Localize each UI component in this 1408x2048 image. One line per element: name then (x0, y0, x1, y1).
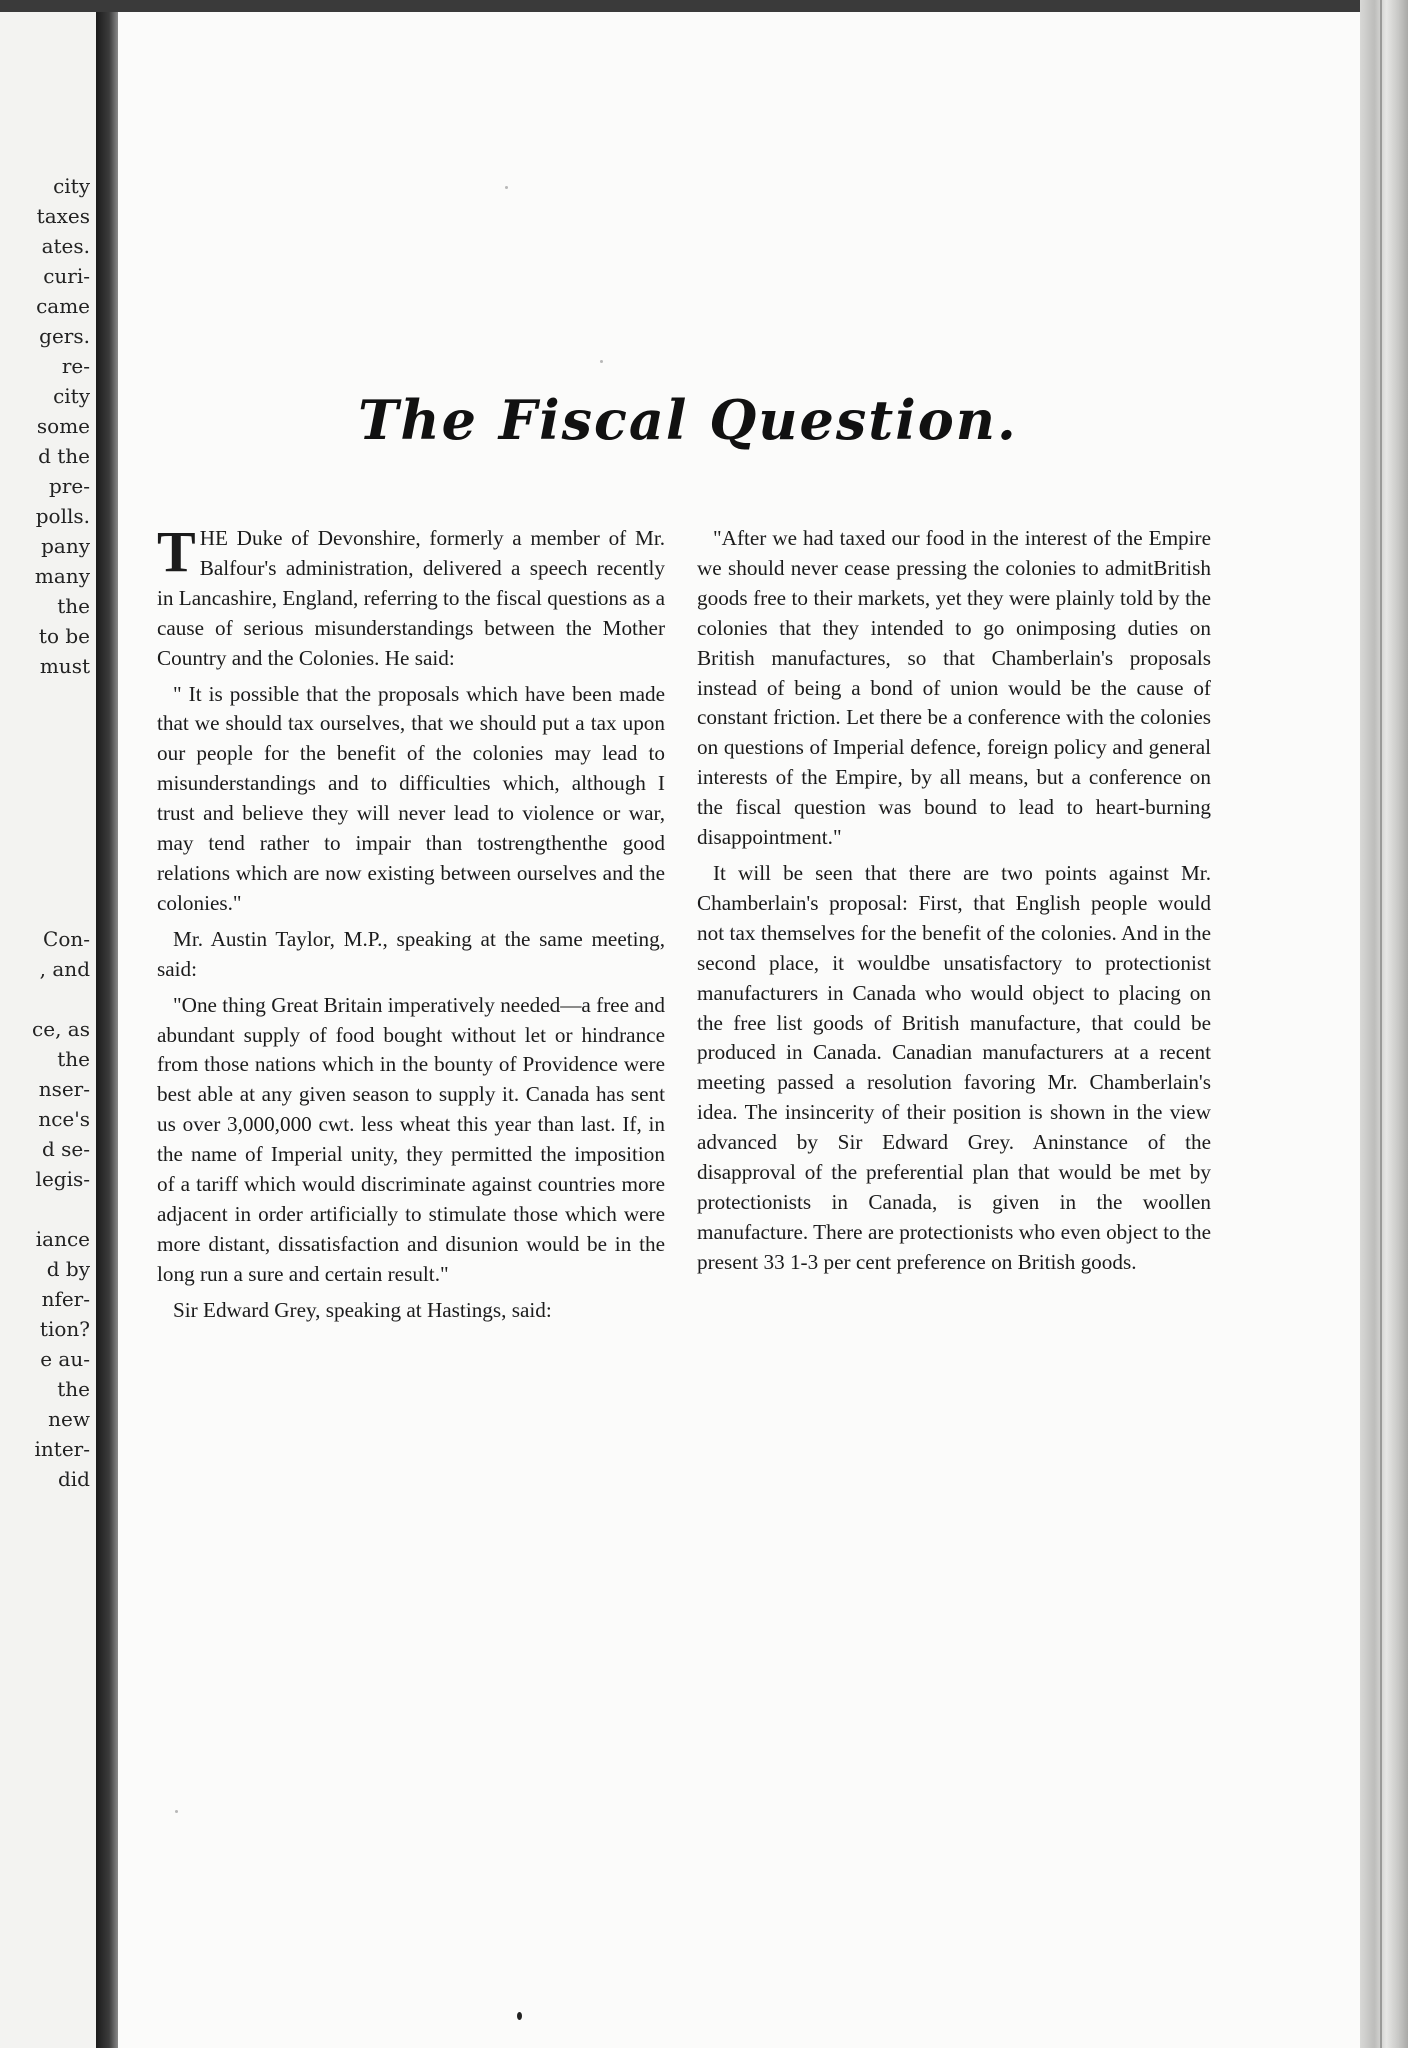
facing-page-fragment-line: nfer- (41, 1287, 90, 1311)
paragraph-intro (157, 519, 665, 674)
paragraph-grey-intro: Sir Edward Grey, speaking at Hastings, said: (173, 1297, 552, 1322)
facing-page-fragment-line: inter- (34, 1437, 90, 1461)
facing-page-fragment-line: nser- (38, 1077, 90, 1101)
facing-page-fragment-line: to be (38, 624, 90, 648)
facing-page-fragment-line: did (57, 1467, 90, 1491)
facing-page-fragment-line: legis- (35, 1167, 90, 1191)
paragraph-conclusion: It will be seen that there are two points against Mr. Chamberlain's proposal: First, that English people would not tax themselves for the benefit of the colonies. And in the second place, it wouldbe unsatisfactory to protectionist manufacturers in Canada who would object to placing on the free list goods of British manufacture, that could be produced in Canada. Canadian manufacturers at a recent meeting passed a resolution favoring Mr. Chamberlain's idea. The insincerity of their position is shown in the view advanced by Sir Edward Grey. Aninstance of the disapproval of the preferential plan that would be met by protectionists in Canada, is given in the woollen manufacture. There are protectionists who even object to the present 33 1-3 per cent preference on British goods. (697, 860, 1211, 1274)
top-scan-edge (0, 0, 1408, 12)
facing-page-fragment-line: came (36, 294, 90, 318)
paper-speck (600, 360, 603, 363)
facing-page-fragment-line: the (57, 594, 90, 618)
facing-page-fragment-line: city (53, 384, 90, 408)
article-title: The Fiscal Question. (358, 388, 1018, 452)
paper-speck (175, 1810, 178, 1813)
page-stack-edge (1360, 0, 1408, 2048)
facing-page-fragment-line: d the (38, 444, 90, 468)
paragraph-devonshire-quote: " It is possible that the proposals which have been made that we should tax ourselves, that we should put a tax upon our people for the benefit of the colonies may lead to misunderstandings and to difficulties which, although I trust and believe they will never lead to violence or war, may tend rather to impair than tostrengthenthe good relations which are now existing between ourselves and the colonies." (157, 681, 665, 915)
facing-page-fragment-line: gers. (39, 324, 90, 348)
paper-blot (517, 2012, 522, 2020)
facing-page-fragment-line: nce's (38, 1107, 90, 1131)
facing-page-fragment-line: re- (61, 354, 90, 378)
facing-page-fragment-line: pre- (49, 474, 90, 498)
paragraph-intro-text: HE Duke of Devonshire, formerly a member of Mr. Balfour's administration, delivered a speech recently in Lancashire, England, referring to the fiscal questions as a cause of serious misunderstandings between the Mother Country and the Colonies. He said: (157, 526, 665, 670)
facing-page-fragment-line: ce, as (32, 1017, 90, 1041)
facing-page-fragment-line: taxes (36, 204, 90, 228)
facing-page-fragment-line: polls. (35, 504, 90, 528)
facing-page-fragment-line: new (48, 1407, 90, 1431)
facing-page-fragment-line: iance (35, 1227, 90, 1251)
paragraph-grey-quote: "After we had taxed our food in the interest of the Empire we should never cease pressing the colonies to admitBritish goods free to their markets, yet they were plainly told by the colonies that they intended to go onimposing duties on British manufactures, so that Chamberlain's proposals instead of being a bond of union would be the cause of constant friction. Let there be a conference with the colonies on questions of Imperial defence, foreign policy and general interests of the Empire, by all means, but a conference on the fiscal question was bound to lead to heart-burning disappointment." (697, 526, 1211, 850)
facing-page-fragment-line: d by (46, 1257, 90, 1281)
drop-cap: T (157, 519, 196, 584)
paper-speck (505, 186, 508, 189)
facing-page-fragment-line: d se- (41, 1137, 90, 1161)
article-left-column (157, 519, 665, 1332)
facing-page-fragment-line: pany (41, 534, 90, 558)
paragraph-taylor-quote: "One thing Great Britain imperatively needed—a free and abundant supply of food bought without let or hindrance from those nations which in the bounty of Providence were best able at any given season to supply it. Canada has sent us over 3,000,000 cwt. less wheat this year than last. If, in the name of Imperial unity, they permitted the imposition of a tariff which would discriminate against countries more adjacent in order artificially to stimulate those which were more distant, dissatisfaction and disunion would be in the long run a sure and certain result." (157, 992, 665, 1286)
book-gutter (96, 12, 118, 2048)
facing-page-fragment-line: must (39, 654, 90, 678)
facing-page-fragment-line: tion? (39, 1317, 90, 1341)
facing-page-fragment-line: curi- (43, 264, 90, 288)
facing-page-fragment-line: many (34, 564, 90, 588)
facing-page-fragment-line: e au- (40, 1347, 90, 1371)
article-right-column (697, 524, 1211, 1284)
facing-page-fragment-line: the (57, 1377, 90, 1401)
facing-page-fragment-line: ates. (41, 234, 90, 258)
paragraph-taylor-intro: Mr. Austin Taylor, M.P., speaking at the same meeting, said: (157, 926, 665, 981)
facing-page-fragment-line: some (36, 414, 90, 438)
facing-page-fragment-line: , and (39, 957, 90, 981)
facing-page-fragment-line: the (57, 1047, 90, 1071)
facing-page-fragment-line: city (53, 174, 90, 198)
facing-page-fragment-line: Con- (43, 927, 90, 951)
facing-page-fragment (0, 12, 96, 2048)
